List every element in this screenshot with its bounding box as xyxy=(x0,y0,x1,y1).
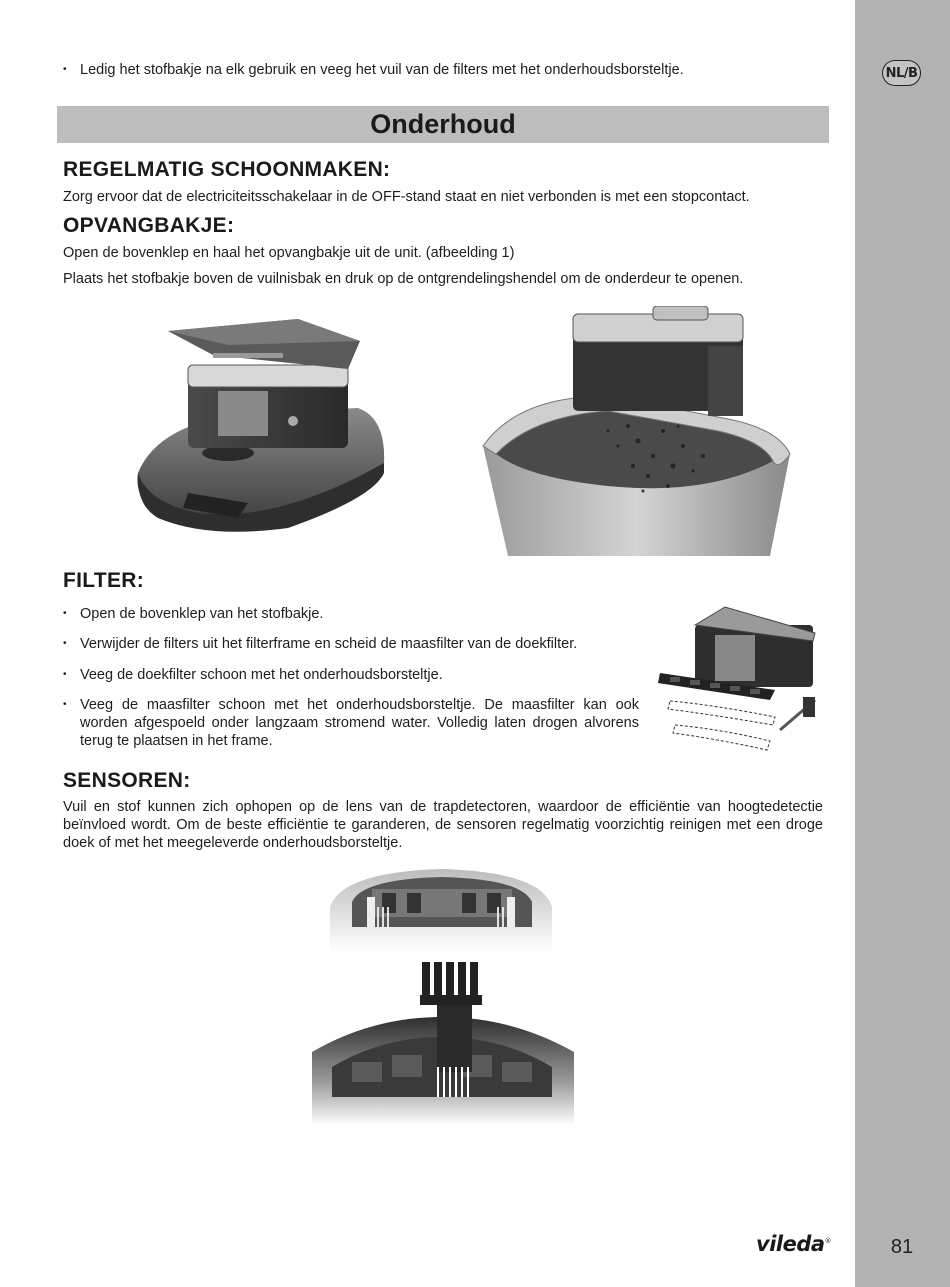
sensor-cleaning-illustration xyxy=(312,867,574,1125)
filter-bullet xyxy=(63,635,641,653)
intro-bullet xyxy=(63,61,823,79)
robot-dustbin-illustration xyxy=(128,313,390,538)
registered-mark: ® xyxy=(824,1237,832,1245)
section-banner xyxy=(57,106,829,143)
intro-bullet-text: Ledig het stofbakje na elk gebruik en veeg het vuil van de filters met het onderhoudsborsteltje. xyxy=(80,62,684,78)
sidebar-strip xyxy=(855,0,950,1287)
heading-sensoren: SENSOREN: xyxy=(63,769,191,792)
bullet-dot-icon: • xyxy=(63,64,67,75)
brand-text: vileda xyxy=(756,1232,825,1256)
heading-opvangbakje: OPVANGBAKJE: xyxy=(63,214,235,237)
sensoren-text: Vuil en stof kunnen zich ophopen op de lens van de trapdetectoren, waardoor de efficiëntie van hoogtedetectie beïnvloed wordt. Om de beste efficiëntie te garanderen, de sensoren regelmatig voorzichtig reinigen met een droge doek of met het meegeleverde onderhoudsborsteltje. xyxy=(63,799,823,851)
banner-title: Onderhoud xyxy=(370,109,516,139)
vileda-logo xyxy=(756,1232,831,1256)
language-badge: NL/B xyxy=(882,60,921,86)
heading-regelmatig: REGELMATIG SCHOONMAKEN: xyxy=(63,158,391,181)
bullet-dot-icon: • xyxy=(63,669,67,680)
bullet-dot-icon: • xyxy=(63,699,67,710)
dustbin-emptying-illustration xyxy=(478,306,798,556)
bullet-dot-icon: • xyxy=(63,638,67,649)
bullet-dot-icon: • xyxy=(63,608,67,619)
opvangbakje-line-2: Plaats het stofbakje boven de vuilnisbak en druk op de ontgrendelingshendel om de onderdeur te openen. xyxy=(63,271,744,287)
regelmatig-text: Zorg ervoor dat de electriciteitsschakelaar in de OFF-stand staat en niet verbonden is met een stopcontact. xyxy=(63,189,750,205)
opvangbakje-line-1: Open de bovenklep en haal het opvangbakje uit de unit. (afbeelding 1) xyxy=(63,245,515,261)
filter-bullet xyxy=(63,696,639,750)
filter-parts-illustration xyxy=(655,605,820,760)
filter-bullet-text: Veeg de maasfilter schoon met het onderhoudsborsteltje. De maasfilter kan ook worden afgespoeld onder langzaam stromend water. Volledig laten drogen alvorens terug te plaatsen in het frame. xyxy=(80,697,639,749)
filter-bullet-text: Verwijder de filters uit het filterframe en scheid de maasfilter van de doekfilter. xyxy=(80,636,578,652)
page-number: 81 xyxy=(890,1236,914,1258)
filter-bullet-text: Veeg de doekfilter schoon met het onderhoudsborsteltje. xyxy=(80,667,443,683)
filter-bullet-text: Open de bovenklep van het stofbakje. xyxy=(80,606,324,622)
filter-bullet xyxy=(63,666,641,684)
heading-filter: FILTER: xyxy=(63,569,145,592)
filter-bullet xyxy=(63,605,641,623)
